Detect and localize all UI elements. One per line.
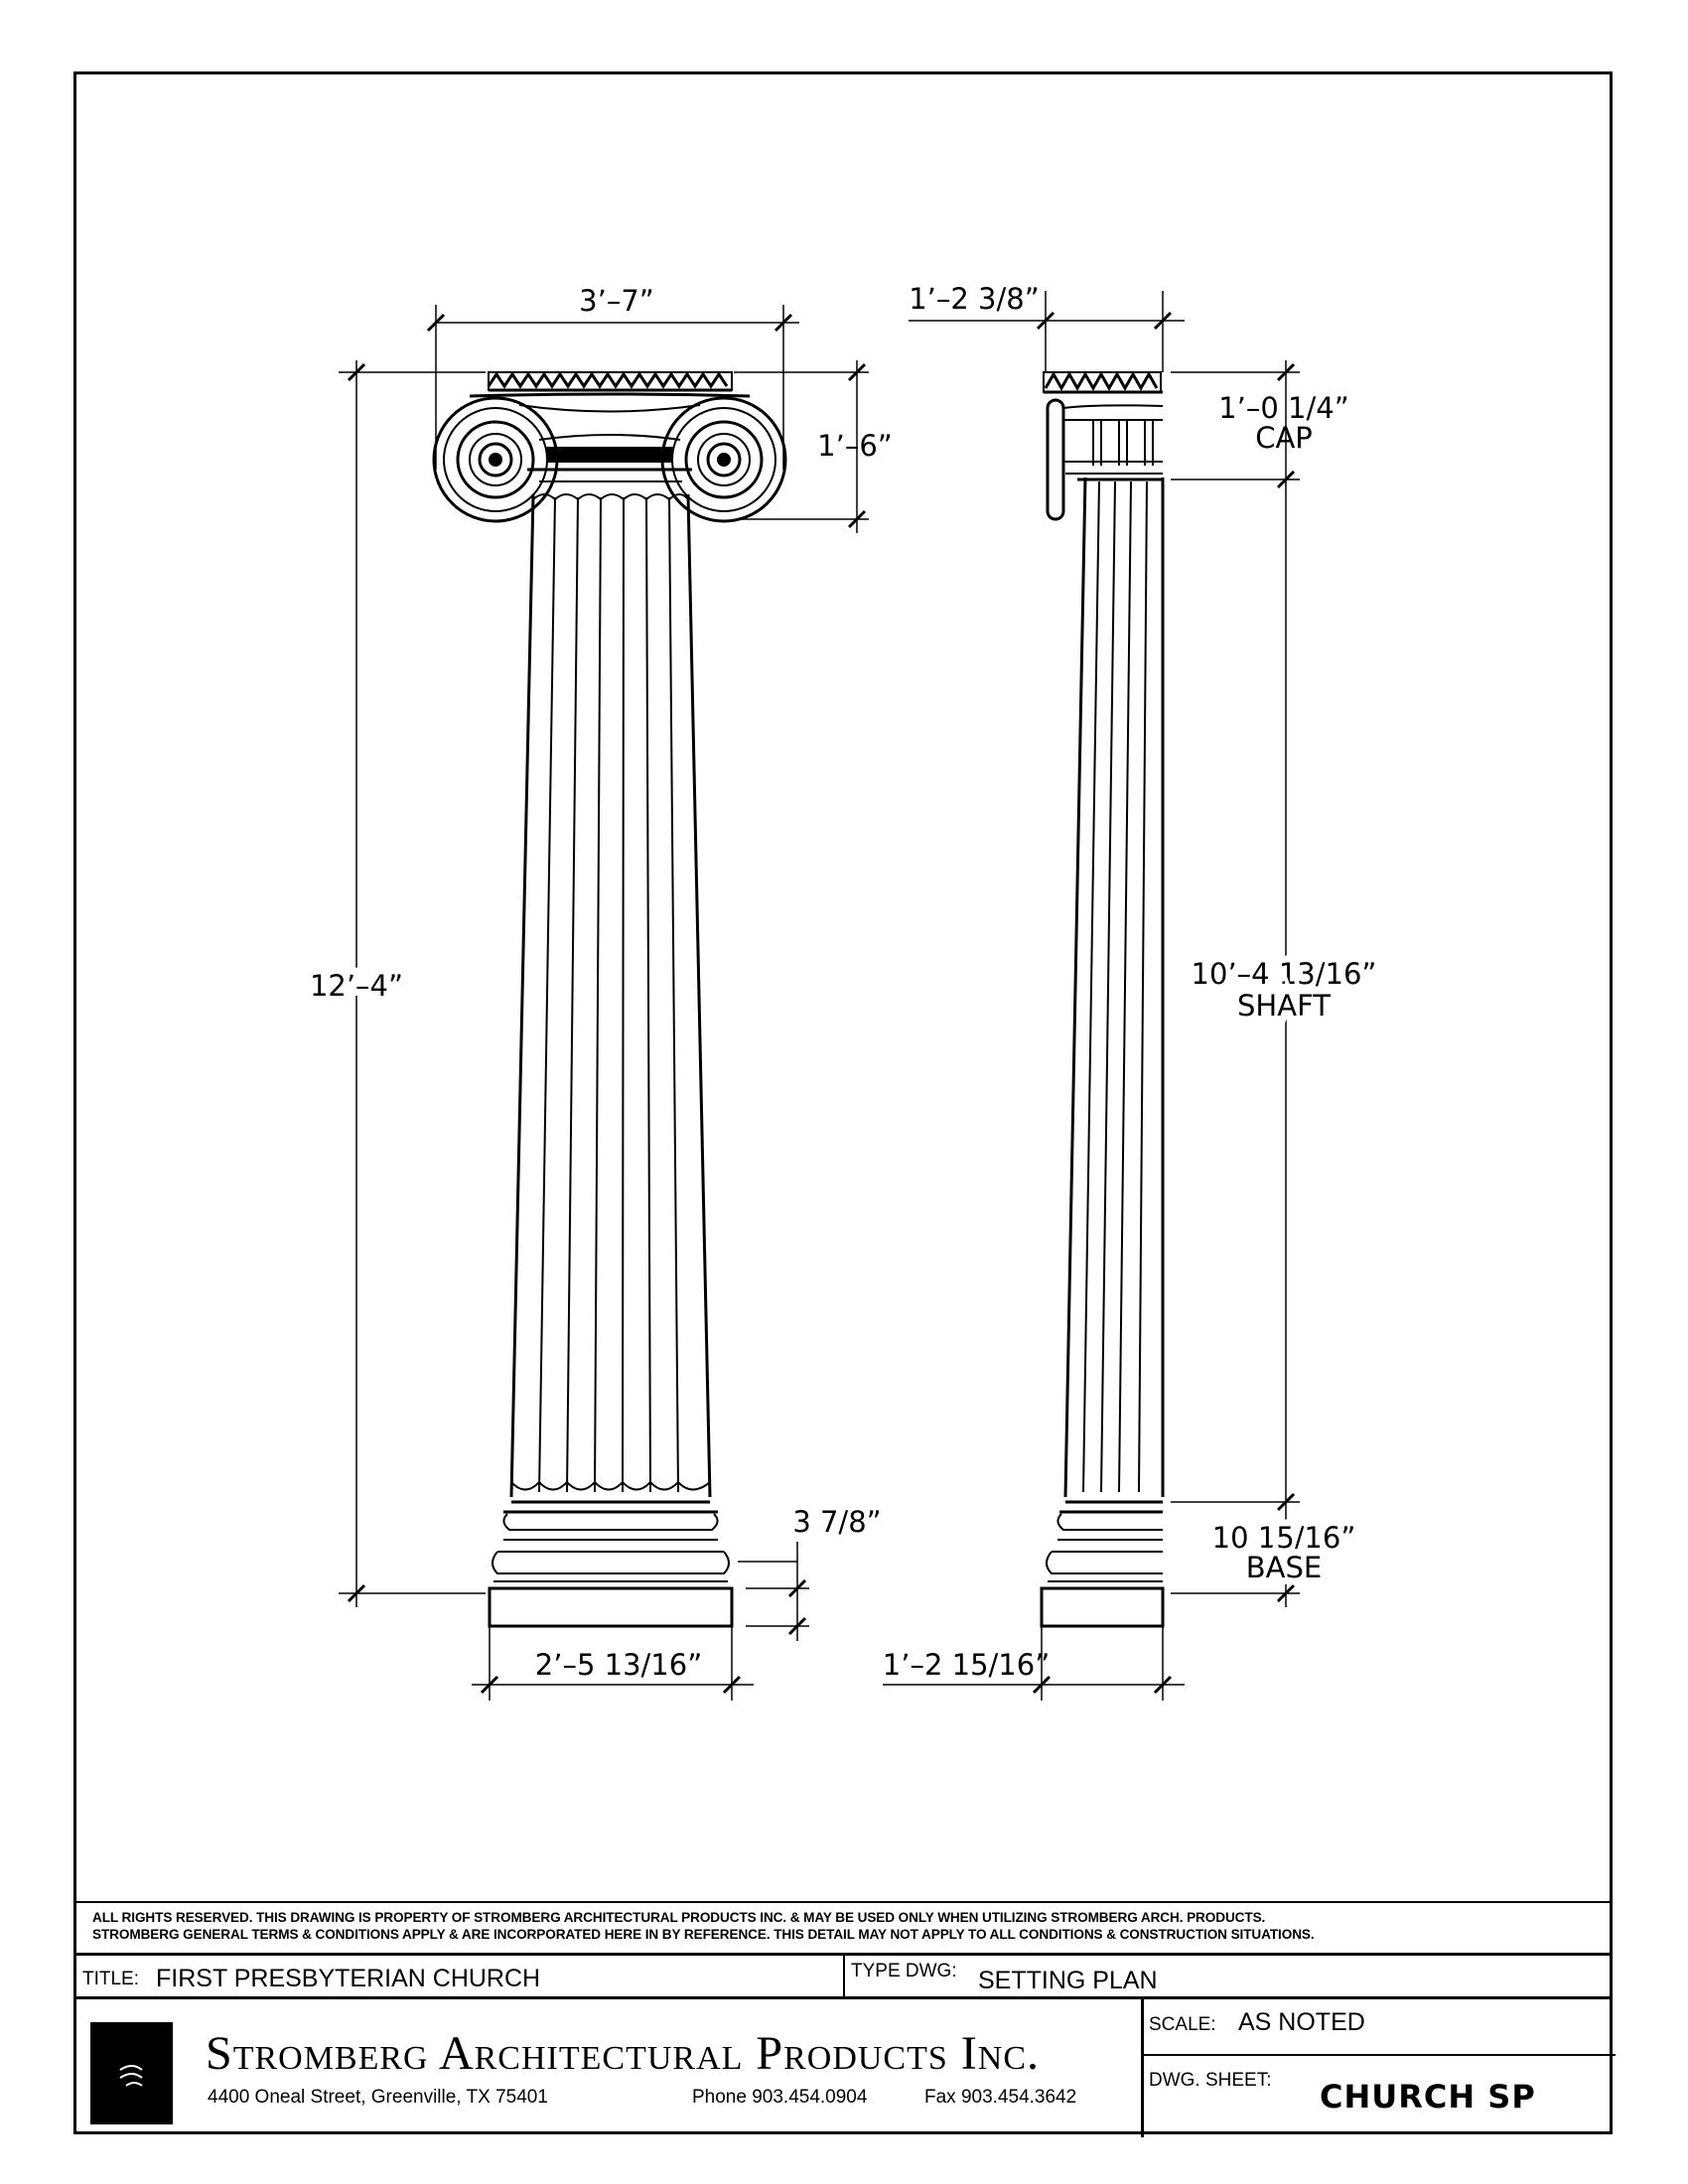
cap-label: CAP (1255, 421, 1313, 455)
base-label: BASE (1245, 1551, 1323, 1584)
company-name: Stromberg Architectural Products Inc. (206, 2027, 1040, 2080)
company-fax: Fax 903.454.3642 (924, 2087, 1077, 2108)
dimension-labels (310, 282, 1377, 1682)
type-value: SETTING PLAN (978, 1967, 1158, 1994)
scale-label: SCALE: (1149, 2014, 1216, 2035)
notice-line-1: ALL RIGHTS RESERVED. THIS DRAWING IS PROPERTY OF STROMBERG ARCHITECTURAL PRODUCTS INC. & MAY BE USED ONLY WHEN UTILIZING STROMBERG ARCH. PRODUCTS. (92, 1910, 1266, 1925)
front-elevation (434, 372, 785, 1626)
title-value: FIRST PRESBYTERIAN CHURCH (156, 1965, 541, 1992)
side-bottom-width-dim: 1’–2 15/16” (882, 1648, 1051, 1682)
sheet-label: DWG. SHEET: (1149, 2070, 1272, 2091)
stromberg-logo-icon (90, 2022, 173, 2124)
side-elevation (1042, 372, 1163, 1626)
company-phone: Phone 903.454.0904 (692, 2087, 868, 2108)
sheet-row-rule (1141, 2054, 1616, 2056)
scale-value: AS NOTED (1238, 2008, 1365, 2036)
column-drawing (76, 74, 1610, 2131)
company-row-top-rule (76, 1996, 1610, 1999)
base-width-dim: 2’–5 13/16” (534, 1648, 703, 1682)
cap-height-dim: 1’–6” (817, 429, 893, 463)
type-label: TYPE DWG: (851, 1961, 957, 1981)
shaft-label: SHAFT (1237, 989, 1331, 1023)
left-volute (434, 398, 557, 521)
scale-divider (1141, 1996, 1144, 2137)
right-volute (662, 398, 785, 521)
side-cap-dim: 1’–0 1/4” (1218, 391, 1349, 425)
notice-top-rule (76, 1901, 1610, 1903)
dimension-lines (339, 291, 1300, 1701)
title-divider (843, 1953, 845, 1996)
side-shaft-dim: 10’–4 13/16” (1191, 957, 1377, 991)
total-height-dim: 12’–4” (309, 969, 404, 1003)
plinth-dim: 3 7/8” (792, 1505, 882, 1539)
rights-notice (92, 1909, 1602, 1943)
side-top-width-dim: 1’–2 3/8” (909, 282, 1040, 316)
sheet-value: CHURCH SP (1320, 2078, 1536, 2116)
drawing-sheet (73, 71, 1613, 2134)
company-address: 4400 Oneal Street, Greenville, TX 75401 (208, 2087, 548, 2108)
side-base-dim: 10 15/16” (1211, 1521, 1356, 1555)
notice-line-2: STROMBERG GENERAL TERMS & CONDITIONS APPLY & ARE INCORPORATED HERE IN BY REFERENCE. THIS DETAIL MAY NOT APPLY TO ALL CONDITIONS & CONSTRUCTION SITUATIONS. (92, 1927, 1315, 1942)
cap-width-dim: 3’–7” (579, 284, 654, 318)
title-label: TITLE: (82, 1969, 140, 1989)
